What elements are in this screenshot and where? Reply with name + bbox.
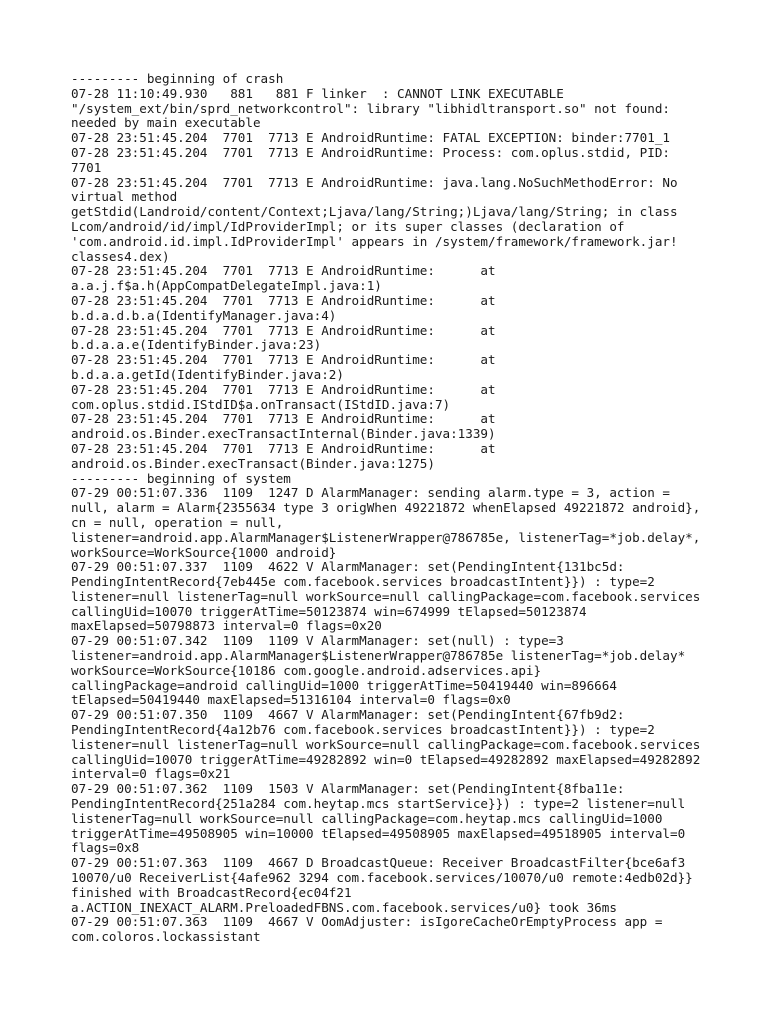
log-line: callingUid=10070 triggerAtTime=49282892 win=0 tElapsed=49282892 maxElapsed=49282892 [71,751,701,767]
log-line: workSource=WorkSource{1000 android} [71,544,337,560]
log-line: a.a.j.f$a.h(AppCompatDelegateImpl.java:1) [71,278,382,294]
log-line: com.oplus.stdid.IStdID$a.onTransact(IStdID.java:7) [71,396,451,412]
log-line: b.d.a.a.getId(IdentifyBinder.java:2) [71,366,344,382]
log-line: b.d.a.a.e(IdentifyBinder.java:23) [71,337,322,353]
log-line: PendingIntentRecord{7eb445e com.facebook.services broadcastIntent}}) : type=2 [71,574,655,590]
log-line: a.ACTION_INEXACT_ALARM.PreloadedFBNS.com.facebook.services/u0} took 36ms [71,899,617,915]
logcat-text [71,72,711,945]
log-line: 07-28 23:51:45.204 7701 7713 E AndroidRuntime: at [71,381,496,397]
log-line: workSource=WorkSource{10186 com.google.android.adservices.api} [71,662,542,678]
log-line: PendingIntentRecord{251a284 com.heytap.mcs startService}}) : type=2 listener=null [71,796,686,812]
log-line: finished with BroadcastRecord{ec04f21 [71,884,352,900]
log-line: 07-29 00:51:07.336 1109 1247 D AlarmManager: sending alarm.type = 3, action = [71,485,670,501]
log-line: 07-29 00:51:07.337 1109 4622 V AlarmManager: set(PendingIntent{131bc5d: [71,559,625,575]
log-line: android.os.Binder.execTransact(Binder.java:1275) [71,455,435,471]
log-line: 07-28 23:51:45.204 7701 7713 E AndroidRuntime: at [71,352,496,368]
log-line: listener=null listenerTag=null workSource=null callingPackage=com.facebook.services [71,588,701,604]
log-line: cn = null, operation = null, [71,514,284,530]
log-line: getStdid(Landroid/content/Context;Ljava/lang/String;)Ljava/lang/String; in class [71,204,678,220]
log-line: 7701 [71,159,102,175]
log-line: 07-28 23:51:45.204 7701 7713 E AndroidRuntime: at [71,411,496,427]
log-line: callingUid=10070 triggerAtTime=50123874 win=674999 tElapsed=50123874 [71,603,587,619]
log-line: --------- beginning of system [71,470,291,486]
log-line: classes4.dex) [71,248,170,264]
log-line: 07-29 00:51:07.342 1109 1109 V AlarmManager: set(null) : type=3 [71,633,564,649]
log-line: 07-29 00:51:07.363 1109 4667 D BroadcastQueue: Receiver BroadcastFilter{bce6af3 [71,855,686,871]
log-line: null, alarm = Alarm{2355634 type 3 origWhen 49221872 whenElapsed 49221872 android}, [71,500,701,516]
log-line: listener=android.app.AlarmManager$ListenerWrapper@786785e listenerTag=*job.delay* [71,648,686,664]
log-line: 07-29 00:51:07.350 1109 4667 V AlarmManager: set(PendingIntent{67fb9d2: [71,707,625,723]
log-line: --------- beginning of crash [71,71,284,86]
log-line: 07-29 00:51:07.362 1109 1503 V AlarmManager: set(PendingIntent{8fba11e: [71,781,625,797]
log-line: 07-28 23:51:45.204 7701 7713 E AndroidRuntime: at [71,322,496,338]
log-line: 07-28 23:51:45.204 7701 7713 E AndroidRuntime: FATAL EXCEPTION: binder:7701_1 [71,130,670,146]
log-line: android.os.Binder.execTransactInternal(Binder.java:1339) [71,426,496,442]
log-line: listener=null listenerTag=null workSource=null callingPackage=com.facebook.services [71,736,701,752]
log-line: 07-28 23:51:45.204 7701 7713 E AndroidRuntime: at [71,263,496,279]
log-line: maxElapsed=50798873 interval=0 flags=0x20 [71,618,382,634]
log-line: listener=android.app.AlarmManager$ListenerWrapper@786785e, listenerTag=*job.delay*, [71,529,701,545]
log-line: 10070/u0 ReceiverList{4afe962 3294 com.facebook.services/10070/u0 remote:4edb02d}} [71,870,693,886]
log-line: "/system_ext/bin/sprd_networkcontrol": library "libhidltransport.so" not found: [71,100,670,116]
log-line: needed by main executable [71,115,261,131]
log-line: 07-28 23:51:45.204 7701 7713 E AndroidRuntime: at [71,440,496,456]
log-line: 07-28 23:51:45.204 7701 7713 E AndroidRuntime: Process: com.oplus.stdid, PID: [71,144,670,160]
log-line: Lcom/android/id/impl/IdProviderImpl; or its super classes (declaration of [71,218,625,234]
log-line: interval=0 flags=0x21 [71,766,231,782]
log-line: tElapsed=50419440 maxElapsed=51316104 interval=0 flags=0x0 [71,692,511,708]
log-line: PendingIntentRecord{4a12b76 com.facebook.services broadcastIntent}}) : type=2 [71,722,655,738]
log-line: com.coloros.lockassistant [71,929,261,945]
log-line: flags=0x8 [71,840,140,856]
log-line: b.d.a.d.b.a(IdentifyManager.java:4) [71,307,337,323]
log-line: 07-28 11:10:49.930 881 881 F linker : CANNOT LINK EXECUTABLE [71,85,564,101]
log-line: 07-28 23:51:45.204 7701 7713 E AndroidRuntime: at [71,292,496,308]
log-line: 07-29 00:51:07.363 1109 4667 V OomAdjuster: isIgoreCacheOrEmptyProcess app = [71,914,663,930]
log-line: listenerTag=null workSource=null callingPackage=com.heytap.mcs callingUid=1000 [71,810,663,826]
log-line: virtual method [71,189,178,205]
log-line: triggerAtTime=49508905 win=10000 tElapsed=49508905 maxElapsed=49518905 interval=0 [71,825,686,841]
log-line: callingPackage=android callingUid=1000 triggerAtTime=50419440 win=896664 [71,677,617,693]
log-line: 07-28 23:51:45.204 7701 7713 E AndroidRuntime: java.lang.NoSuchMethodError: No [71,174,678,190]
log-line: 'com.android.id.impl.IdProviderImpl' appears in /system/framework/framework.jar! [71,233,678,249]
